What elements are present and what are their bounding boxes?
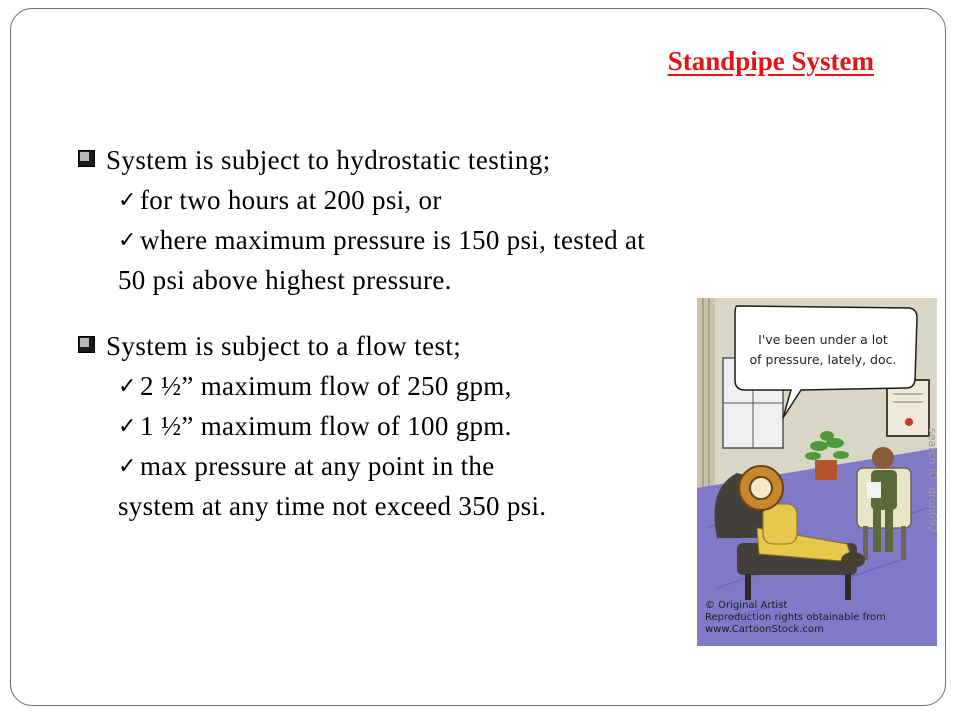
sub-item-continuation: 50 psi above highest pressure.	[118, 265, 452, 295]
checkmark-icon: ✓	[118, 187, 137, 212]
section-hydrostatic	[70, 140, 870, 180]
section-heading: System is subject to a flow test;	[106, 331, 462, 361]
cartoon-image	[697, 298, 937, 646]
credit-line-2: Reproduction rights obtainable from	[705, 612, 886, 623]
speech-line-2: of pressure, lately, doc.	[749, 352, 897, 367]
square-bullet-icon	[78, 336, 95, 353]
sub-item-text: where maximum pressure is 150 psi, tested at	[140, 225, 646, 255]
speech-line-1: I've been under a lot	[758, 332, 888, 347]
sub-item-text: 2 ½” maximum flow of 250 gpm,	[140, 371, 512, 401]
checkmark-icon: ✓	[118, 413, 137, 438]
checkmark-icon: ✓	[118, 453, 137, 478]
sub-item-continuation: system at any time not exceed 350 psi.	[118, 491, 547, 521]
credit-line-1: © Original Artist	[705, 600, 788, 611]
credit-line-3: www.CartoonStock.com	[705, 624, 824, 635]
cartoon-illustration	[697, 298, 937, 646]
checkmark-icon: ✓	[118, 227, 137, 252]
search-id-watermark: search ID: dron692	[926, 428, 939, 533]
sub-item-text: max pressure at any point in the	[140, 451, 495, 481]
sub-item	[70, 220, 870, 260]
checkmark-icon: ✓	[118, 373, 137, 398]
sub-item-text: 1 ½” maximum flow of 100 gpm.	[140, 411, 512, 441]
section-heading: System is subject to hydrostatic testing;	[106, 145, 551, 175]
sub-item-text: for two hours at 200 psi, or	[140, 185, 442, 215]
slide-title: Standpipe System	[667, 46, 874, 76]
square-bullet-icon	[78, 150, 95, 167]
sub-item	[70, 180, 870, 220]
